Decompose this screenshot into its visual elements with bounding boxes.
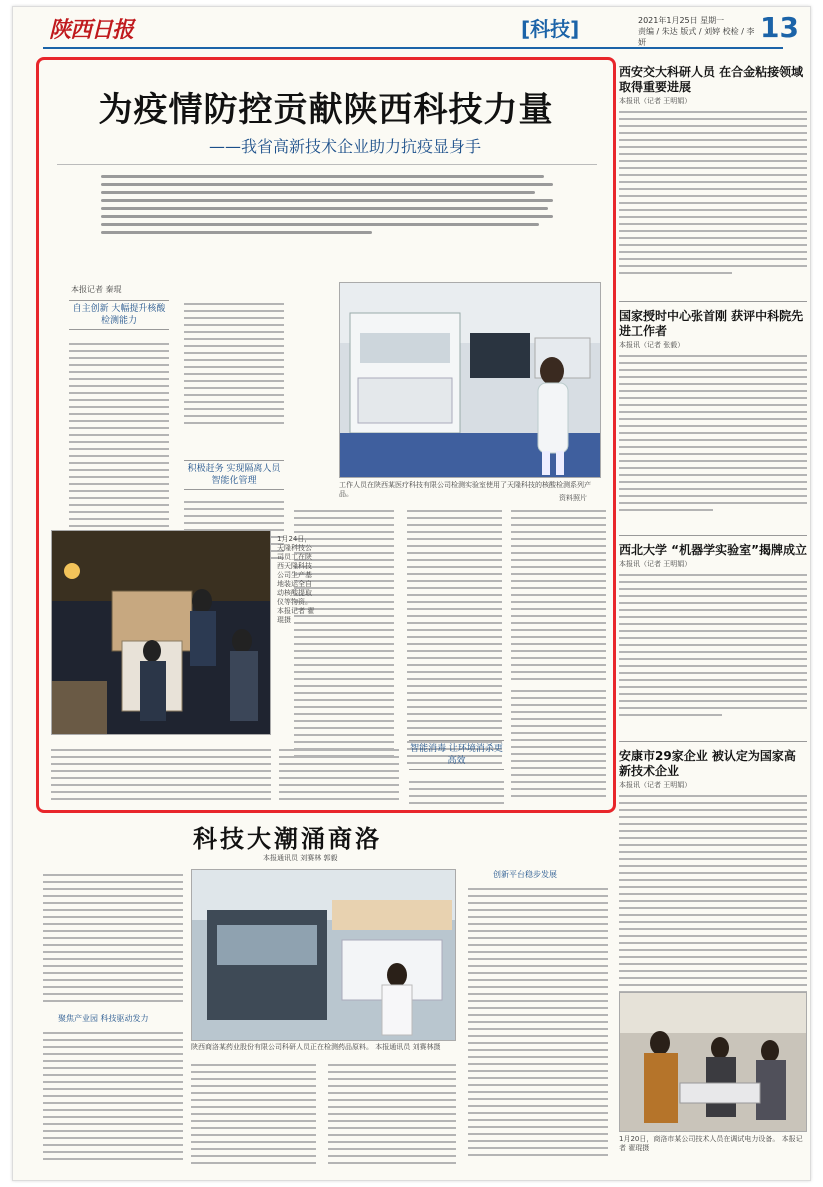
section-head-1: 自主创新 大幅提升核酸检测能力: [69, 300, 169, 330]
right-story-2[interactable]: [619, 309, 807, 516]
section-head-3: 智能消毒 让环境消杀更高效: [409, 740, 504, 770]
divider: [619, 535, 807, 536]
loading-photo-caption: 1月24日，天隆科技公司员工在陕西天隆科技公司生产基地装运全自动核酸提取仪等物资。 本报记者 翟琨摄: [277, 535, 315, 624]
page-number: 13: [760, 11, 799, 44]
pharma-photo-caption: 陕西商洛某药业股份有限公司科研人员正在检测药品原料。 本报通讯员 刘赛林摄: [191, 1043, 441, 1051]
divider: [619, 301, 807, 302]
masthead-rule: [43, 47, 783, 49]
divider: [619, 741, 807, 742]
photo-credit: 资料照片: [559, 494, 587, 502]
masthead: [13, 7, 810, 51]
right-story-3-body: [619, 574, 807, 716]
right-story-2-byline: 本报讯（记者 张毅）: [619, 341, 685, 349]
bottom-headline: 科技大潮涌商洛: [193, 825, 382, 853]
loading-photo-image: [52, 531, 271, 735]
workshop-photo-caption: 1月20日，商洛市某公司技术人员在调试电力设备。 本报记者 翟琨摄: [619, 1135, 803, 1152]
loading-photo: [51, 530, 271, 735]
article-column-4: [407, 505, 502, 755]
bottom-column-4: [468, 883, 608, 1181]
bottom-column-1b: [43, 1027, 183, 1177]
article-column-2: [184, 298, 284, 448]
newspaper-page: [12, 6, 811, 1181]
right-story-4-title: 安康市29家企业 被认定为国家高新技术企业: [619, 749, 796, 778]
article-lead-paragraph: [101, 170, 553, 260]
article-column-5: [511, 505, 606, 675]
article-column-4b: [409, 776, 504, 806]
right-story-4-byline: 本报讯（记者 王明娟）: [619, 781, 692, 789]
right-story-1-body: [619, 111, 807, 274]
bottom-section-head-2: 创新平台稳步发展: [493, 870, 557, 879]
bottom-column-1: [43, 869, 183, 1019]
right-story-3[interactable]: [619, 543, 807, 721]
highlighted-article[interactable]: [36, 57, 616, 813]
lab-photo-caption: 工作人员在陕西某医疗科技有限公司检测实验室使用了天隆科技的核酸检测系列产品。: [339, 481, 591, 498]
bottom-column-2: [191, 1059, 316, 1179]
issue-info: [638, 15, 758, 48]
workshop-photo-image: [620, 993, 807, 1132]
workshop-photo: [619, 992, 807, 1132]
issue-date: 2021年1月25日 星期一: [638, 16, 725, 25]
right-story-1-title: 西安交大科研人员 在合金粘接领域取得重要进展: [619, 65, 804, 94]
issue-editors: 责编 / 朱达 版式 / 刘婷 校检 / 李妍: [638, 27, 755, 47]
pharma-photo: [191, 869, 456, 1041]
right-story-2-title: 国家授时中心张首刚 获评中科院先进工作者: [619, 309, 804, 338]
article-subheadline: ——我省高新技术企业助力抗疫显身手: [209, 137, 482, 156]
section-label: [科技]: [521, 17, 580, 41]
right-story-3-byline: 本报讯（记者 王明娟）: [619, 560, 692, 568]
right-story-2-body: [619, 355, 807, 511]
right-story-1[interactable]: [619, 65, 807, 279]
right-story-4[interactable]: [619, 749, 807, 1033]
article-column-1b: [51, 744, 271, 804]
article-column-3b: [279, 744, 399, 804]
bottom-column-3: [328, 1059, 456, 1179]
article-column-5b: [511, 685, 606, 805]
bottom-section-head-1: 聚焦产业园 科技驱动发力: [58, 1014, 149, 1023]
article-byline: 本报记者 秦琨: [71, 285, 122, 294]
section-head-2: 积极赶务 实现隔离人员智能化管理: [184, 460, 284, 490]
lab-photo-image: [340, 283, 601, 478]
right-story-3-title: 西北大学 “机器学实验室”揭牌成立: [619, 543, 807, 557]
article-headline: 为疫情防控贡献陕西科技力量: [98, 90, 554, 130]
lab-photo: [339, 282, 601, 478]
bottom-byline: 本报通讯员 刘赛林 郭毅: [263, 854, 338, 862]
pharma-photo-image: [192, 870, 456, 1041]
newspaper-logo: 陕西日报: [49, 17, 134, 43]
right-story-1-byline: 本报讯（记者 王明娟）: [619, 97, 692, 105]
divider: [57, 164, 597, 165]
